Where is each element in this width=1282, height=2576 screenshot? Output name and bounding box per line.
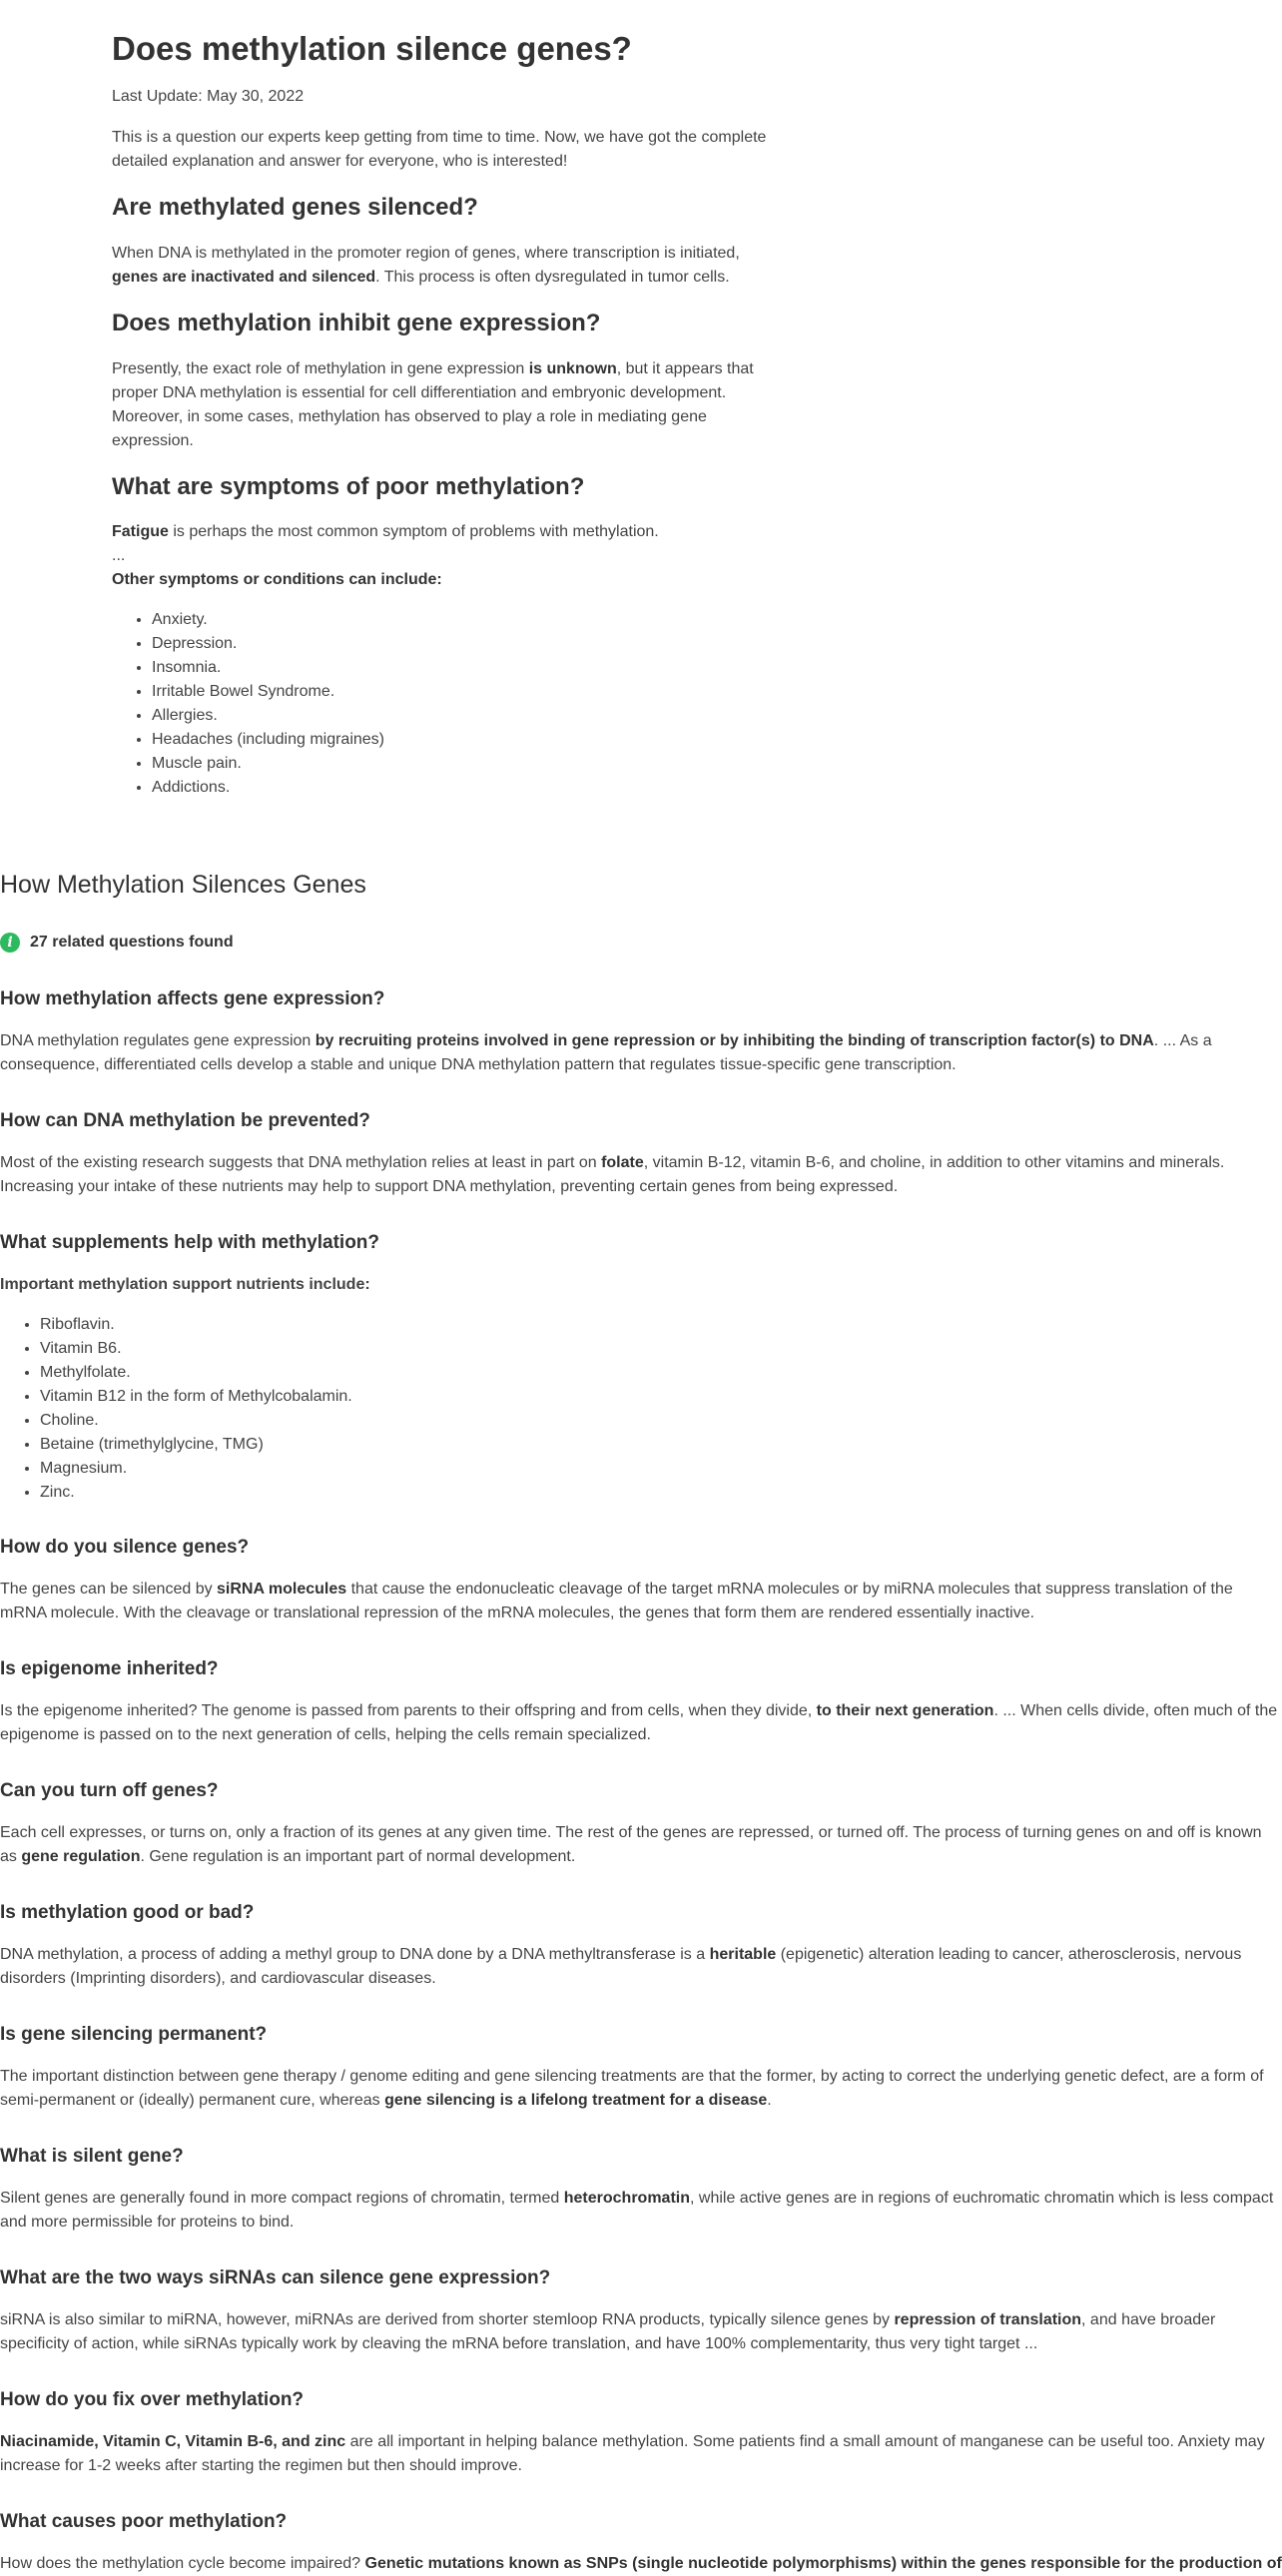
info-icon: i bbox=[0, 933, 20, 953]
question-heading: How can DNA methylation be prevented? bbox=[0, 1110, 370, 1131]
nutrients-list bbox=[40, 1313, 352, 1505]
answer-paragraph: The important distinction between gene therapy / genome editing and gene silencing treatments are that the former, by acting to correct the underlying genetic defect, are a form of semi-permanent or (ideally) permanent cure, whereas gene silencing is a lifelong treatment for a disease. bbox=[0, 2068, 1264, 2109]
question-heading: How methylation affects gene expression? bbox=[0, 988, 385, 1009]
symptoms-list bbox=[152, 608, 384, 800]
page-title: Does methylation silence genes? bbox=[112, 30, 632, 67]
answer-paragraph: How does the methylation cycle become impaired? Genetic mutations known as SNPs (single nucleotide polymorphisms) within the genes responsible for the production of bbox=[0, 2555, 1282, 2572]
answer-paragraph: DNA methylation, a process of adding a methyl group to DNA done by a DNA methyltransferase is a heritable (epigenetic) alteration leading to cancer, atherosclerosis, nervous disorders (Imprinting disorders), and cardiovascular diseases. bbox=[0, 1946, 1242, 1987]
related-questions-count: i 27 related questions found bbox=[0, 933, 234, 953]
list-item: • Muscle pain. bbox=[152, 752, 384, 776]
list-item: • Anxiety. bbox=[152, 608, 384, 632]
section-heading: What are symptoms of poor methylation? bbox=[112, 473, 585, 500]
question-heading: What are the two ways siRNAs can silence gene expression? bbox=[0, 2267, 551, 2288]
answer-paragraph: Niacinamide, Vitamin C, Vitamin B-6, and zinc are all important in helping balance methylation. Some patients find a small amount of manganese can be useful too. Anxiety may increase for 1-2 weeks after starting the regimen but then should improve. bbox=[0, 2433, 1265, 2474]
list-item: • Headaches (including migraines) bbox=[152, 728, 384, 752]
answer-paragraph: The genes can be silenced by siRNA molecules that cause the endonucleatic cleavage of the target mRNA molecules or by miRNA molecules that suppress translation of the mRNA molecule. With the cleavage or translational repression of the mRNA molecules, the genes that form them are rendered essentially inactive. bbox=[0, 1581, 1233, 1621]
intro-paragraph: This is a question our experts keep getting from time to time. Now, we have got the complete detailed explanation and answer for everyone, who is interested! bbox=[112, 129, 767, 170]
section-heading: Does methylation inhibit gene expression? bbox=[112, 310, 601, 336]
answer-paragraph: Silent genes are generally found in more compact regions of chromatin, termed heterochromatin, while active genes are in regions of euchromatic chromatin which is less compact and more permissible for proteins to bind. bbox=[0, 2190, 1274, 2231]
main-heading: How Methylation Silences Genes bbox=[0, 871, 366, 899]
list-title: Other symptoms or conditions can include: bbox=[112, 571, 442, 588]
section-paragraph: Fatigue is perhaps the most common symptom of problems with methylation. bbox=[112, 523, 659, 540]
list-item: • Insomnia. bbox=[152, 656, 384, 680]
question-heading: How do you fix over methylation? bbox=[0, 2389, 305, 2410]
section-heading: Are methylated genes silenced? bbox=[112, 194, 478, 221]
answer-paragraph: Most of the existing research suggests that DNA methylation relies at least in part on folate, vitamin B-12, vitamin B-6, and choline, in addition to other vitamins and minerals. Increasing your intake of these nutrients may help to support DNA methylation, preventing certain genes from being expressed. bbox=[0, 1154, 1225, 1195]
list-item: • Betaine (trimethylglycine, TMG) bbox=[40, 1433, 352, 1457]
answer-paragraph: siRNA is also similar to miRNA, however, miRNAs are derived from shorter stemloop RNA products, typically silence genes by repression of translation, and have broader specificity of action, while siRNAs typically work by cleaving the mRNA before translation, and have 100% complementarity, thus very tight target ... bbox=[0, 2311, 1216, 2352]
ellipsis: ... bbox=[112, 547, 126, 564]
list-item: • Irritable Bowel Syndrome. bbox=[152, 680, 384, 704]
answer-paragraph: Is the epigenome inherited? The genome is passed from parents to their offspring and from cells, when they divide, to their next generation. ... When cells divide, often much of the epigenome is passed on to the next generation of cells, helping the cells remain specialized. bbox=[0, 1702, 1278, 1743]
list-item: • Riboflavin. bbox=[40, 1313, 352, 1337]
question-heading: Is gene silencing permanent? bbox=[0, 2024, 268, 2045]
list-item: • Methylfolate. bbox=[40, 1361, 352, 1385]
question-heading: Is methylation good or bad? bbox=[0, 1902, 255, 1923]
answer-paragraph: DNA methylation regulates gene expression by recruiting proteins involved in gene repression or by inhibiting the binding of transcription factor(s) to DNA. ... As a consequence, differentiated cells develop a stable and unique DNA methylation pattern that regulates tissue-specific gene transcription. bbox=[0, 1032, 1212, 1073]
question-heading: Is epigenome inherited? bbox=[0, 1658, 219, 1679]
last-update: Last Update: May 30, 2022 bbox=[112, 88, 305, 105]
list-item: • Addictions. bbox=[152, 776, 384, 800]
section-paragraph: Presently, the exact role of methylation in gene expression is unknown, but it appears that proper DNA methylation is essential for cell differentiation and embryonic development. Moreover, in some cases, methylation has observed to play a role in mediating gene expression. bbox=[112, 360, 754, 449]
section-paragraph: When DNA is methylated in the promoter region of genes, where transcription is initiated, genes are inactivated and silenced. This process is often dysregulated in tumor cells. bbox=[112, 245, 740, 286]
list-item: • Magnesium. bbox=[40, 1457, 352, 1481]
list-item: • Zinc. bbox=[40, 1481, 352, 1505]
question-heading: Can you turn off genes? bbox=[0, 1780, 219, 1801]
question-heading: How do you silence genes? bbox=[0, 1537, 250, 1558]
question-heading: What is silent gene? bbox=[0, 2146, 184, 2167]
list-item: • Allergies. bbox=[152, 704, 384, 728]
list-item: • Choline. bbox=[40, 1409, 352, 1433]
answer-paragraph: Each cell expresses, or turns on, only a fraction of its genes at any given time. The rest of the genes are repressed, or turned off. The process of turning genes on and off is known as gene regulation. Gene regulation is an important part of normal development. bbox=[0, 1824, 1262, 1865]
list-item: • Vitamin B12 in the form of Methylcobalamin. bbox=[40, 1385, 352, 1409]
question-heading: What supplements help with methylation? bbox=[0, 1232, 380, 1253]
list-item: • Vitamin B6. bbox=[40, 1337, 352, 1361]
list-item: • Depression. bbox=[152, 632, 384, 656]
list-title: Important methylation support nutrients include: bbox=[0, 1276, 370, 1293]
question-heading: What causes poor methylation? bbox=[0, 2511, 288, 2532]
